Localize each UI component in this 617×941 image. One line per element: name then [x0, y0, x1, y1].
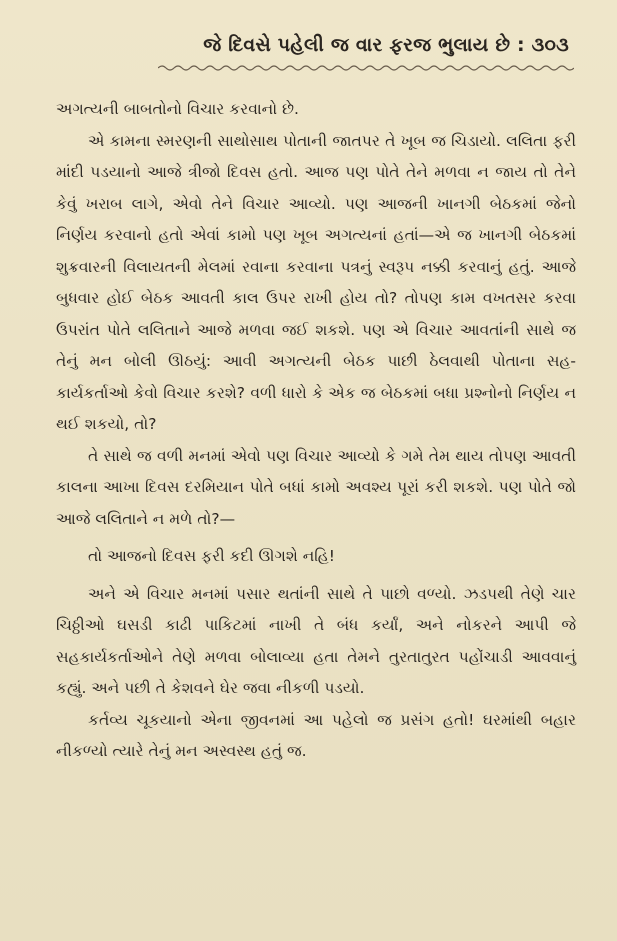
paragraph-4: તો આજનો દિવસ ફરી કદી ઊગશે નહિ!	[88, 547, 336, 565]
paragraph-6: કર્તવ્ય ચૂકયાનો એના જીવનમાં આ પહેલો જ પ્રસંગ હતો! ઘરમાંથી બહાર નીકળ્યો ત્યારે તેનું મન અસ્વસ્થ હતું જ.	[56, 710, 576, 760]
paragraph-1: અગત્યની બાબતોનો વિચાર કરવાનો છે.	[56, 100, 299, 118]
running-header: જે દિવસે પહેલી જ વાર ફરજ ભુલાય છે : ૩૦૩	[203, 34, 569, 56]
paragraph-5: અને એ વિચાર મનમાં પસાર થતાંની સાથે તે પાછો વળ્યો. ઝડપથી તેણે ચાર ચિઠ્ઠીઓ ઘસડી કાઢી પાકિટમાં નાખી તે બંધ કર્યાં, અને નોકરને આપી જે સહકાર્યકર્તાઓને તેણે મળવા બોલાવ્યા હતા તેમને તુરતાતુરત પહોંચાડી આવવાનું કહ્યું. અને પછી તે કેશવને ઘેર જવા નીકળી પડયો.	[56, 584, 576, 697]
header-wavy-rule	[158, 64, 574, 72]
paragraph-3: તે સાથે જ વળી મનમાં એવો પણ વિચાર આવ્યો કે ગમે તેમ થાય તોપણ આવતી કાલના આખા દિવસ દરમિયાન પોતે બધાં કામો અવશ્ય પૂરાં કરી શકશે. પણ પોતે જો આજે લલિતાને ન મળે તો?—	[56, 446, 576, 528]
body-text	[56, 94, 576, 768]
paragraph-2: એ કામના સ્મરણની સાથોસાથ પોતાની જાતપર તે ખૂબ જ ચિડાયો. લલિતા ફરી માંદી પડયાનો આજે ત્રીજો દિવસ હતો. આજ પણ પોતે તેને મળવા ન જાય તો તેને કેવું ખરાબ લાગે, એવો તેને વિચાર આવ્યો. પણ આજની ખાનગી બેઠકમાં જેનો નિર્ણય કરવાનો હતો એવાં કામો પણ ખૂબ અગત્યનાં હતાં—એ જ ખાનગી બેઠકમાં શુક્રવારની વિલાયતની મેલમાં રવાના કરવાના પત્રનું સ્વરૂપ નક્કી કરવાનું હતું. આજે બુધવાર હોઈ બેઠક આવતી કાલ ઉપર રાખી હોય તો? તોપણ કામ વખતસર કરવા ઉપરાંત પોતે લલિતાને આજે મળવા જઈ શકશે. પણ એ વિચાર આવતાંની સાથે જ તેનું મન બોલી ઊઠયું: આવી અગત્યની બેઠક પાછી ઠેલવાથી પોતાના સહ-કાર્યકર્તાઓ કેવો વિચાર કરશે? વળી ધારો કે એક જ બેઠકમાં બધા પ્રશ્નોનો નિર્ણય ન થઈ શકયો, તો?	[56, 131, 576, 433]
